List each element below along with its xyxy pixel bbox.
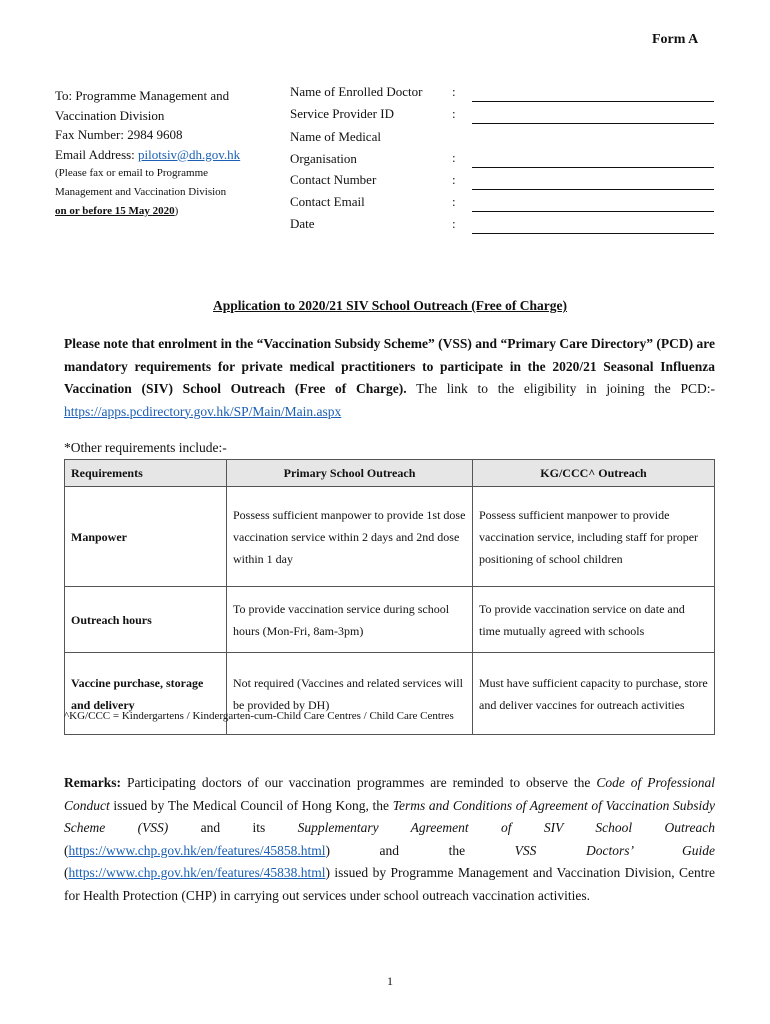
doctors-guide-link[interactable]: https://www.chp.gov.hk/en/features/45838.html	[68, 865, 326, 880]
row-primary: Possess sufficient manpower to provide 1st dose vaccination service within 2 days and 2nd dose within 1 day	[227, 487, 473, 587]
field-label: Service Provider ID	[290, 106, 394, 121]
row-primary: Not required (Vaccines and related services will be provided by DH)	[227, 653, 473, 735]
form-label: Form A	[652, 32, 699, 47]
row-kg: To provide vaccination service on date and time mutually agreed with schools	[473, 587, 715, 653]
document-title: Application to 2020/21 SIV School Outreach (Free of Charge)	[213, 298, 567, 313]
row-primary: To provide vaccination service during school hours (Mon-Fri, 8am-3pm)	[227, 587, 473, 653]
submission-note-2: Management and Vaccination Division	[55, 186, 227, 198]
remarks-text: ) and the	[325, 842, 515, 858]
pcd-link[interactable]: https://apps.pcdirectory.gov.hk/SP/Main/Main.aspx	[64, 403, 342, 419]
field-label: Contact Email	[290, 194, 365, 209]
applicant-fields	[290, 82, 720, 236]
submission-note-1: (Please fax or email to Programme	[55, 167, 209, 179]
email-address	[55, 145, 275, 165]
field-label	[290, 126, 381, 170]
field-colon: :	[452, 106, 456, 121]
field-label: Contact Number	[290, 172, 377, 187]
field-colon: :	[452, 216, 456, 231]
field-colon: :	[452, 194, 456, 209]
remarks-label: Remarks:	[64, 775, 121, 790]
field-line[interactable]	[472, 101, 714, 102]
field-colon: :	[452, 150, 456, 165]
row-kg: Possess sufficient manpower to provide vaccination service, including staff for proper positioning of school children	[473, 487, 715, 587]
field-label: Name of Enrolled Doctor	[290, 84, 423, 99]
field-line[interactable]	[472, 211, 714, 212]
field-label-line-1: Name of Medical	[290, 129, 381, 144]
remarks-text: and its	[168, 820, 298, 835]
remarks-emphasis: Terms and Conditions of Agreement of Vaccination Subsidy Scheme (VSS)	[64, 797, 715, 835]
intro-paragraph	[64, 333, 715, 423]
field-label: Date	[290, 216, 315, 231]
submission-deadline	[55, 202, 275, 221]
remarks-text: ) issued by Programme Management and Vaccination Division, Centre for Health Protection (CHP) in carrying out services under school outreach vaccination activities.	[64, 865, 715, 903]
intro-bold-text: Please note that enrolment in the “Vaccination Subsidy Scheme” (VSS) and “Primary Care Directory” (PCD) are mandatory requirements for private medical practitioners to participate in the 2020/21 Seasonal Influenza Vaccination (SIV) School Outreach (Free of Charge).	[64, 336, 715, 396]
field-label-line-2: Organisation	[290, 151, 357, 166]
table-header-row	[65, 460, 715, 487]
deadline-close: )	[174, 205, 179, 217]
email-link[interactable]: pilotsiv@dh.gov.hk	[138, 146, 241, 162]
remarks-text: (	[64, 842, 69, 858]
table-header: KG/CCC^ Outreach	[473, 460, 715, 487]
field-line[interactable]	[472, 167, 714, 168]
supplementary-agreement-link[interactable]: https://www.chp.gov.hk/en/features/45858.html	[68, 842, 326, 858]
intro-normal-text: The link to the eligibility in joining the PCD:-	[406, 381, 715, 396]
field-line[interactable]	[472, 233, 714, 234]
fax-number: Fax Number: 2984 9608	[55, 127, 183, 142]
deadline-date: on or before 15 May 2020	[55, 205, 175, 217]
table-footnote: ^KG/CCC = Kindergartens / Kindergarten-cum-Child Care Centres / Child Care Centres	[64, 710, 454, 722]
table-row	[65, 653, 715, 735]
recipient-block	[55, 86, 275, 221]
email-prefix: Email Address:	[55, 146, 139, 162]
row-requirement: Outreach hours	[65, 587, 227, 653]
recipient-line-1: To: Programme Management and	[55, 88, 230, 103]
remarks-emphasis: VSS Doctors’ Guide	[514, 842, 715, 858]
remarks-paragraph	[64, 772, 715, 907]
field-date[interactable]	[290, 214, 720, 236]
table-row	[65, 487, 715, 587]
row-requirement: Manpower	[65, 487, 227, 587]
recipient-line-2: Vaccination Division	[55, 107, 165, 123]
remarks-emphasis: Code of Professional Conduct	[64, 775, 715, 813]
remarks-text: issued by The Medical Council of Hong Kong, the	[109, 797, 393, 813]
field-colon: :	[452, 84, 456, 99]
field-service-provider-id[interactable]	[290, 104, 720, 126]
remarks-text: (	[64, 865, 69, 880]
table-row	[65, 587, 715, 653]
row-requirement: Vaccine purchase, storage and delivery	[65, 653, 227, 735]
other-requirements-heading: *Other requirements include:-	[64, 440, 227, 455]
row-kg: Must have sufficient capacity to purchase, store and deliver vaccines for outreach activities	[473, 653, 715, 735]
field-medical-organisation[interactable]	[290, 126, 720, 170]
remarks-text: Participating doctors of our vaccination programmes are reminded to observe the	[121, 775, 597, 790]
field-line[interactable]	[472, 123, 714, 124]
table-header: Primary School Outreach	[227, 460, 473, 487]
field-line[interactable]	[472, 189, 714, 190]
field-contact-email[interactable]	[290, 192, 720, 214]
requirements-table	[64, 459, 715, 735]
remarks-emphasis: Supplementary Agreement of SIV School Outreach	[297, 820, 715, 835]
page-number: 1	[387, 974, 393, 988]
field-doctor-name[interactable]	[290, 82, 720, 104]
field-colon: :	[452, 172, 456, 187]
field-contact-number[interactable]	[290, 170, 720, 192]
table-header: Requirements	[65, 460, 227, 487]
